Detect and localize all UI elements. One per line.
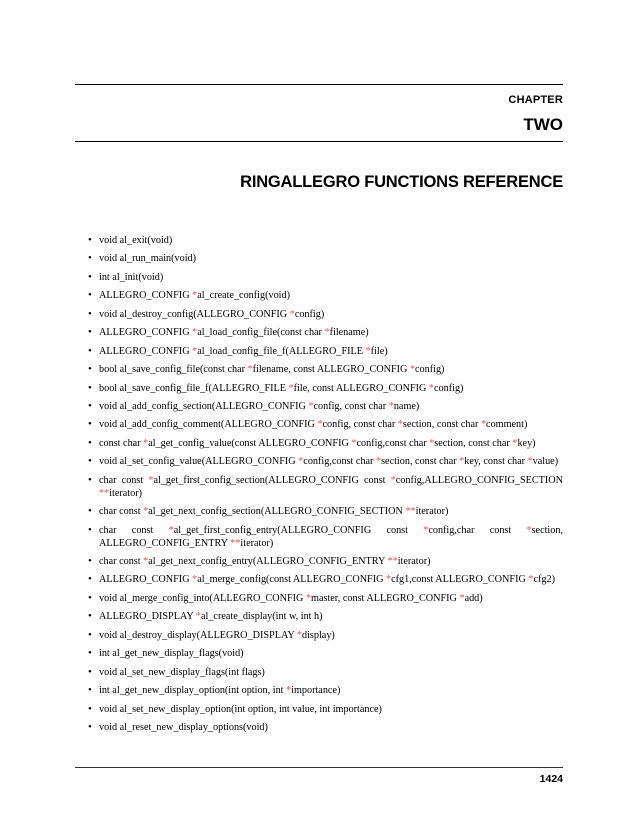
- chapter-title: RINGALLEGRO FUNCTIONS REFERENCE: [240, 173, 563, 191]
- function-list: [88, 234, 563, 739]
- function-item: • bool al_save_config_file(const char *filename, const ALLEGRO_CONFIG *config): [88, 363, 563, 376]
- function-item: • ALLEGRO_CONFIG *al_create_config(void): [88, 289, 563, 302]
- function-item: • void al_set_new_display_option(int option, int value, int importance): [88, 703, 563, 716]
- header-top-rule: [75, 84, 563, 85]
- function-item: • ALLEGRO_CONFIG *al_load_config_file_f(ALLEGRO_FILE *file): [88, 345, 563, 358]
- function-item: • void al_merge_config_into(ALLEGRO_CONFIG *master, const ALLEGRO_CONFIG *add): [88, 592, 563, 605]
- function-item: • void al_run_main(void): [88, 252, 563, 265]
- header-bottom-rule: [75, 141, 563, 142]
- function-item: • int al_get_new_display_option(int option, int *importance): [88, 684, 563, 697]
- function-item: • void al_set_config_value(ALLEGRO_CONFIG *config,const char *section, const char *key, const char *value): [88, 455, 563, 468]
- function-item: • int al_init(void): [88, 271, 563, 284]
- function-item: • char const *al_get_first_config_section(ALLEGRO_CONFIG const *config,ALLEGRO_CONFIG_SECTION **iterator): [88, 474, 563, 500]
- function-item: • bool al_save_config_file_f(ALLEGRO_FILE *file, const ALLEGRO_CONFIG *config): [88, 382, 563, 395]
- function-item: • void al_destroy_config(ALLEGRO_CONFIG *config): [88, 308, 563, 321]
- function-item: • int al_get_new_display_flags(void): [88, 647, 563, 660]
- function-item: • char const *al_get_next_config_section(ALLEGRO_CONFIG_SECTION **iterator): [88, 505, 563, 518]
- function-item: • void al_exit(void): [88, 234, 563, 247]
- function-item: • void al_add_config_comment(ALLEGRO_CONFIG *config, const char *section, const char *comment): [88, 418, 563, 431]
- function-item: • ALLEGRO_CONFIG *al_merge_config(const ALLEGRO_CONFIG *cfg1,const ALLEGRO_CONFIG *cfg2): [88, 573, 563, 586]
- function-item: • void al_set_new_display_flags(int flags): [88, 666, 563, 679]
- chapter-label: CHAPTER: [508, 94, 563, 106]
- function-item: • ALLEGRO_DISPLAY *al_create_display(int w, int h): [88, 610, 563, 623]
- page-number: 1424: [539, 773, 563, 785]
- function-item: • char const *al_get_next_config_entry(ALLEGRO_CONFIG_ENTRY **iterator): [88, 555, 563, 568]
- function-item: • void al_destroy_display(ALLEGRO_DISPLAY *display): [88, 629, 563, 642]
- function-item: • const char *al_get_config_value(const ALLEGRO_CONFIG *config,const char *section, const char *key): [88, 437, 563, 450]
- function-item: • char const *al_get_first_config_entry(ALLEGRO_CONFIG const *config,char const *section, ALLEGRO_CONFIG_ENTRY **iterator): [88, 524, 563, 550]
- chapter-number: TWO: [523, 115, 563, 134]
- function-item: • void al_reset_new_display_options(void): [88, 721, 563, 734]
- function-item: • void al_add_config_section(ALLEGRO_CONFIG *config, const char *name): [88, 400, 563, 413]
- footer-rule: [75, 767, 563, 768]
- function-item: • ALLEGRO_CONFIG *al_load_config_file(const char *filename): [88, 326, 563, 339]
